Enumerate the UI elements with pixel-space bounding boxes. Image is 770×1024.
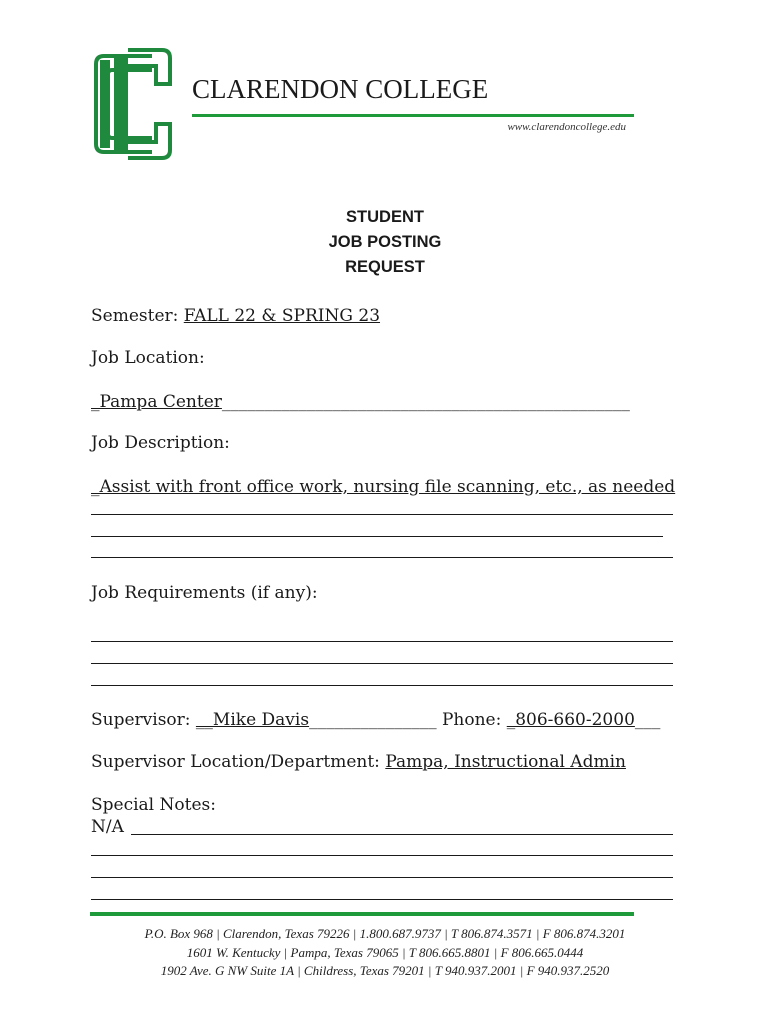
job-requirements-blank-line[interactable] xyxy=(91,663,673,664)
supervisor-location-label: Supervisor Location/Department: xyxy=(91,752,386,772)
semester-row xyxy=(91,305,380,327)
title-line-2: JOB POSTING xyxy=(328,233,442,251)
footer-address-clarendon: P.O. Box 968 | Clarendon, Texas 79226 | 1.800.687.9737 | T 806.874.3571 | F 806.874.3201 xyxy=(144,926,626,941)
job-description-blank-line[interactable] xyxy=(91,536,663,537)
phone-value[interactable]: _806-660-2000 xyxy=(506,710,635,730)
job-description-label: Job Description: xyxy=(91,433,230,453)
clarendon-college-logo xyxy=(92,48,174,160)
page-title xyxy=(0,205,770,280)
job-location-value[interactable]: _Pampa Center xyxy=(91,392,222,412)
college-url[interactable]: www.clarendoncollege.edu xyxy=(507,121,626,133)
job-requirements-label: Job Requirements (if any): xyxy=(91,583,318,603)
footer-divider xyxy=(90,912,634,916)
footer-address-pampa: 1601 W. Kentucky | Pampa, Texas 79065 | T 806.665.8801 | F 806.665.0444 xyxy=(186,945,584,960)
supervisor-row xyxy=(91,709,660,731)
semester-value[interactable]: FALL 22 & SPRING 23 xyxy=(183,306,381,326)
phone-label: Phone: xyxy=(436,710,507,730)
title-line-1: STUDENT xyxy=(346,208,424,226)
footer-address-childress: 1902 Ave. G NW Suite 1A | Childress, Texas 79201 | T 940.937.2001 | F 940.937.2520 xyxy=(160,963,610,978)
special-notes-blank-line[interactable] xyxy=(131,834,673,835)
supervisor-blank: _______________ xyxy=(309,710,437,730)
header-divider xyxy=(192,114,634,117)
supervisor-location-value[interactable]: Pampa, Instructional Admin xyxy=(385,752,626,772)
job-description-blank-line[interactable] xyxy=(91,514,673,515)
job-location-blank: ________________________________________________ xyxy=(221,392,630,412)
phone-blank: ___ xyxy=(634,710,661,730)
title-line-3: REQUEST xyxy=(345,258,425,276)
special-notes-value[interactable]: N/A xyxy=(91,817,124,837)
job-requirements-blank-line[interactable] xyxy=(91,685,673,686)
special-notes-label: Special Notes: xyxy=(91,795,216,815)
supervisor-location-row xyxy=(91,751,626,773)
special-notes-blank-line[interactable] xyxy=(91,855,673,856)
supervisor-label: Supervisor: xyxy=(91,710,196,730)
job-location-row[interactable] xyxy=(91,391,630,413)
special-notes-blank-line[interactable] xyxy=(91,877,673,878)
job-location-label: Job Location: xyxy=(91,348,205,368)
college-name: CLARENDON COLLEGE xyxy=(192,74,489,104)
job-description-value[interactable]: _Assist with front office work, nursing file scanning, etc., as needed xyxy=(91,477,676,497)
job-description-blank-line[interactable] xyxy=(91,557,673,558)
special-notes-blank-line[interactable] xyxy=(91,899,673,900)
supervisor-value[interactable]: __Mike Davis xyxy=(195,710,310,730)
job-requirements-blank-line[interactable] xyxy=(91,641,673,642)
semester-label: Semester: xyxy=(91,306,184,326)
